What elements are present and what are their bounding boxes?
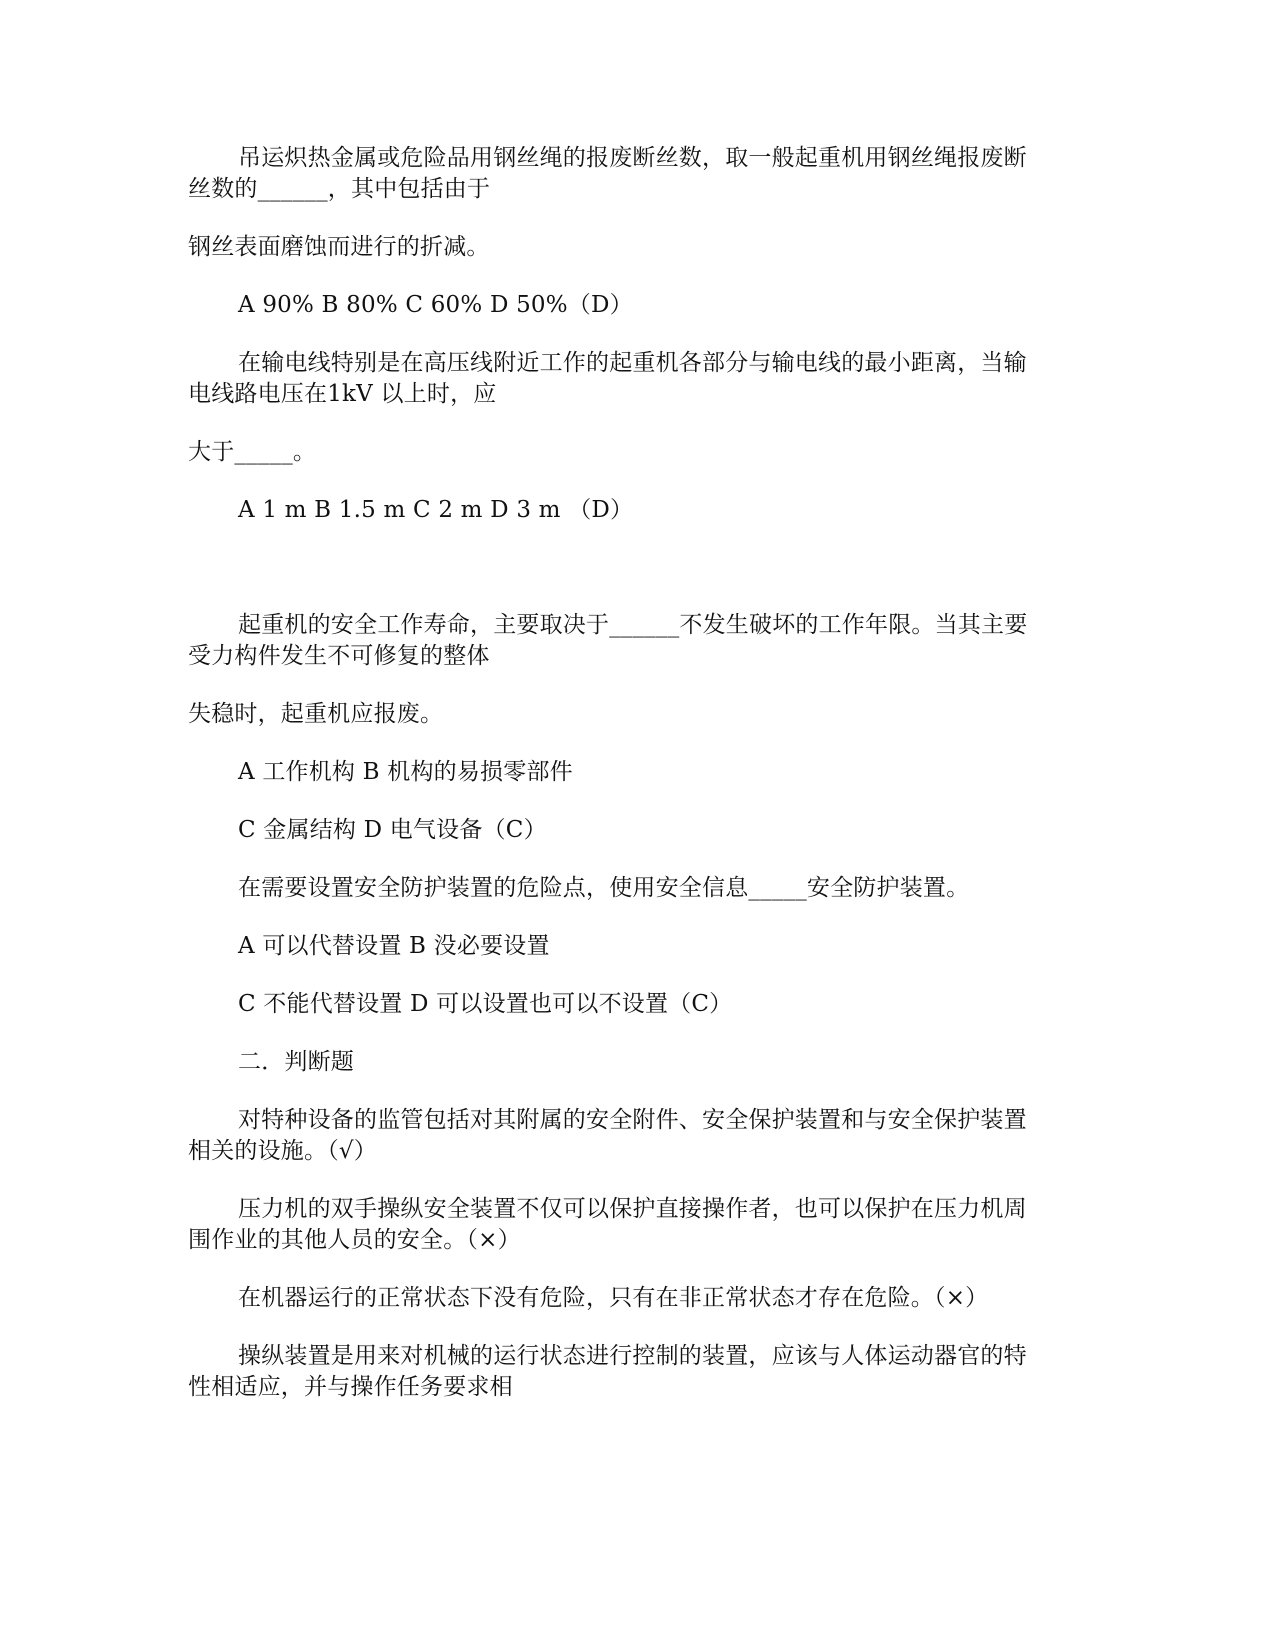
q2-text-line3: 大于_____。 [188, 439, 317, 465]
q3-text-line3: 失稳时，起重机应报废。 [188, 701, 444, 727]
section-heading: 二．判断题 [238, 1049, 354, 1075]
q3-options-cd: C 金属结构 D 电气设备（C） [238, 817, 547, 843]
q1-options: A 90% B 80% C 60% D 50%（D） [238, 292, 633, 318]
q1-text-line2: 丝数的______，其中包括由于 [188, 176, 491, 202]
tf1-text-line1: 对特种设备的监管包括对其附属的安全附件、安全保护装置和与安全保护装置 [238, 1107, 1027, 1133]
tf1-text-line2: 相关的设施。（√） [188, 1138, 377, 1164]
q4-text: 在需要设置安全防护装置的危险点，使用安全信息_____安全防护装置。 [238, 875, 970, 901]
q3-options-ab: A 工作机构 B 机构的易损零部件 [238, 759, 573, 785]
q3-text-line1: 起重机的安全工作寿命，主要取决于______不发生破坏的工作年限。当其主要 [238, 612, 1028, 638]
q1-text-line1: 吊运炽热金属或危险品用钢丝绳的报废断丝数，取一般起重机用钢丝绳报废断 [238, 145, 1027, 171]
tf2-text-line2: 围作业的其他人员的安全。（×） [188, 1227, 521, 1253]
q3-text-line2: 受力构件发生不可修复的整体 [188, 643, 490, 669]
tf4-text-line1: 操纵装置是用来对机械的运行状态进行控制的装置，应该与人体运动器官的特 [238, 1343, 1027, 1369]
q4-options-cd: C 不能代替设置 D 可以设置也可以不设置（C） [238, 991, 733, 1017]
q1-text-line3: 钢丝表面磨蚀而进行的折减。 [188, 234, 490, 260]
tf4-text-line2: 性相适应，并与操作任务要求相 [188, 1374, 513, 1400]
tf3-text: 在机器运行的正常状态下没有危险，只有在非正常状态才存在危险。（×） [238, 1285, 989, 1311]
q2-text-line1: 在输电线特别是在高压线附近工作的起重机各部分与输电线的最小距离，当输 [238, 350, 1027, 376]
q4-options-ab: A 可以代替设置 B 没必要设置 [238, 933, 550, 959]
q2-options: A 1 m B 1.5 m C 2 m D 3 m （D） [238, 497, 634, 523]
tf2-text-line1: 压力机的双手操纵安全装置不仅可以保护直接操作者，也可以保护在压力机周 [238, 1196, 1027, 1222]
q2-text-line2: 电线路电压在1kV 以上时，应 [188, 381, 497, 407]
